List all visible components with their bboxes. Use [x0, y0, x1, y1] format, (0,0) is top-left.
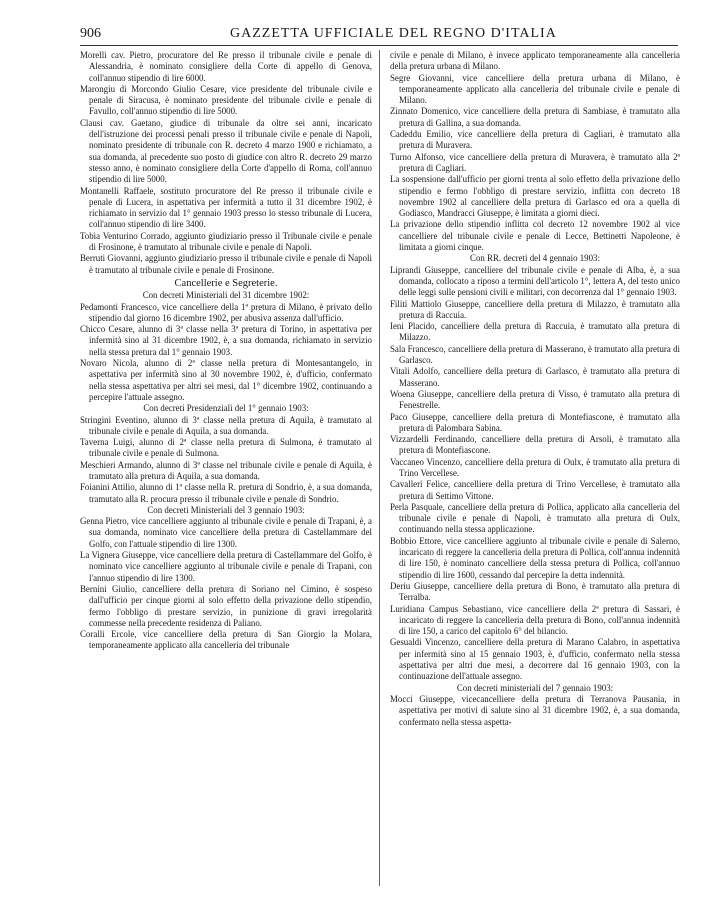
header-rule: [80, 45, 678, 46]
decree-entry: Foianini Attilio, alunno di 1ª classe nella R. pretura di Sondrio, è, a sua domanda, tramutato alla R. procura presso il tribunale civile e penale di Sondrio.: [80, 482, 372, 504]
decree-heading: Con decreti Ministeriali del 31 dicembre 1902:: [142, 290, 310, 301]
decree-heading: Con decreti Ministeriali del 3 gennaio 1903:: [147, 504, 305, 515]
decree-heading: Con RR. decreti del 4 gennaio 1903:: [470, 253, 600, 264]
column-divider: [379, 50, 380, 886]
decree-entry: Pedamonti Francesco, vice cancelliere della 1ª pretura di Milano, è privato dello stipendio dal giorno 16 dicembre 1902, per abusiva assenza dall'ufficio.: [80, 301, 372, 323]
decree-heading: Con decreti ministeriali del 7 gennaio 1903:: [456, 682, 614, 693]
continued-paragraph: civile e penale di Milano, è invece applicato temporaneamente alla cancelleria della pretura urbana di Milano.: [390, 50, 680, 72]
left-column: [80, 50, 372, 652]
right-column: [390, 50, 680, 728]
decree-entry: Gesualdi Vincenzo, cancelliere della pretura di Marano Calabro, in aspettativa per infermità sino al 15 gennaio 1903, è, d'ufficio, confermato nella stessa aspettativa per altri due mesi, a decorrere dal 16 gennaio 1903, con la continuazione dell'attuale assegno.: [390, 637, 680, 682]
decree-entry: Zinnato Domenico, vice cancelliere della pretura di Sambiase, è tramutato alla pretura di Gallina, a sua domanda.: [390, 106, 680, 128]
decree-entry: Marongiu di Morcondo Giulio Cesare, vice presidente del tribunale civile e penale di Siracusa, è nominato presidente del tribunale civile e penale di Favullo, coll'annuo stipendio di lire 5000.: [80, 83, 372, 117]
decree-entry: Ieni Placido, cancelliere della pretura di Raccuia, è tramutato alla pretura di Milazzo.: [390, 321, 680, 343]
decree-entry: Meschieri Armando, alunno di 3ª classe nel tribunale civile e penale di Aquila, è tramutato alla pretura di Aquila, a sua domanda.: [80, 459, 372, 481]
page-header: [80, 26, 680, 44]
gazette-title: GAZZETTA UFFICIALE DEL REGNO D'ITALIA: [230, 26, 557, 41]
decree-entry: Paco Giuseppe, cancelliere della pretura di Montefiascone, è tramutato alla pretura di Palombara Sabina.: [390, 411, 680, 433]
decree-entry: Liprandi Giuseppe, cancelliere del tribunale civile e penale di Alba, è, a sua domanda, collocato a riposo a termini dell'articolo 1°, lettera A, del testo unico delle leggi sulle pensioni civili e militari, con decorrenza dal 1° gennaio 1903.: [390, 264, 680, 298]
decree-entry: Novaro Nicola, alunno di 2ª classe nella pretura di Montesantangelo, in aspettativa per infermità sino al 30 novembre 1902, è, d'ufficio, confermato nella stessa aspettativa per altri sei mesi, dal 1° dicembre 1902, continuando a percepire l'attuale assegno.: [80, 358, 372, 402]
decree-entry: Coralli Ercole, vice cancelliere della pretura di San Giorgio la Molara, temporaneamente applicato alla cancelleria del tribunale: [80, 629, 372, 651]
decree-entry: Woena Giuseppe, cancelliere della pretura di Visso, è tramutato alla pretura di Fenestrelle.: [390, 388, 680, 411]
decree-entry: Chicco Cesare, alunno di 3ª classe nella 3ª pretura di Torino, in aspettativa per infermità sino al 31 dicembre 1902, è, a sua domanda, richiamato in servizio nella stessa pretura dal 1° gennaio 1903.: [80, 324, 372, 357]
decree-entry: Genna Pietro, vice cancelliere aggiunto al tribunale civile e penale di Trapani, è, a sua domanda, nominato vice cancelliere della pretura di Castellammare del Golfo, con l'attuale stipendio di lire 1300.: [80, 516, 372, 549]
decree-entry: Taverna Luigi, alunno di 2ª classe nella pretura di Sulmona, è tramutato al tribunale civile e penale di Sulmona.: [80, 437, 372, 459]
decree-entry: Bernini Giulio, cancelliere della pretura di Soriano nel Cimino, è sospeso dall'ufficio per cinque giorni al solo effetto della privazione dello stipendio, fermo l'obbligo di prestare servizio, in punizione di gravi irregolarità commesse nella precedente residenza di Paliano.: [80, 583, 372, 628]
decree-entry: Segre Giovanni, vice cancelliere della pretura urbana di Milano, è temporaneamente applicato alla cancelleria del tribunale civile e penale di Milano.: [390, 72, 680, 106]
decree-entry: Berruti Giovanni, aggiunto giudiziario presso il tribunale civile e penale di Napoli è tramutato al tribunale civile e penale di Frosinone.: [80, 253, 372, 275]
decree-entry: Cadeddu Emilio, vice cancelliere della pretura di Cagliari, è tramutato alla pretura di Muravera.: [390, 129, 680, 151]
decree-entry: Vizzardelli Ferdinando, cancelliere della pretura di Arsoli, è tramutato alla pretura di Montefiascone.: [390, 434, 680, 456]
decree-entry: Turno Alfonso, vice cancelliere della pretura di Muravera, è tramutato alla 2ª pretura di Cagliari.: [390, 151, 680, 173]
page-number: 906: [80, 26, 101, 41]
decree-entry: Morelli cav. Pietro, procuratore del Re presso il tribunale civile e penale di Alessandria, è nominato consigliere della Corte di appello di Genova, coll'annuo stipendio di lire 6000.: [80, 50, 372, 83]
decree-entry: Luridiana Campus Sebastiano, vice cancelliere della 2ª pretura di Sassari, è incaricato di reggere la cancelleria della pretura di Bono, coll'annua indennità di lire 150, a carico del capitolo 6° del bilancio.: [390, 603, 680, 637]
decree-entry: Vitali Adolfo, cancelliere della pretura di Garlasco, è tramutato alla pretura di Masserano.: [390, 366, 680, 388]
decree-entry: Clausi cav. Gaetano, giudice di tribunale da oltre sei anni, incaricato dell'istruzione dei processi penali presso il tribunale civile e penale di Napoli, nominato presidente di tribunale con R. decreto 4 marzo 1900 e richiamato, a sua domanda, al precedente suo posto di giudice con altro R. decreto 29 marzo stesso anno, è nominato consigliere della Corte d'appello di Roma, coll'annuo stipendio di lire 5000.: [80, 117, 372, 185]
decree-entry: Montanelli Raffaele, sostituto procuratore del Re presso il tribunale civile e penale di Lucera, in aspettativa per infermità a tutto il 31 dicembre 1902, è richiamato in servizio dal 1° gennaio 1903 presso lo stesso tribunale di Lucera, coll'annuo stipendio di lire 3400.: [80, 185, 372, 230]
decree-entry: Cavalleri Felice, cancelliere della pretura di Trino Vercellese, è tramutato alla pretura di Settimo Vittone.: [390, 479, 680, 501]
decree-entry: Perla Pasquale, cancelliere della pretura di Pollica, applicato alla cancelleria del tribunale civile e penale di Napoli, è tramutato alla pretura di Oulx, continuando nella stessa applicazione.: [390, 501, 680, 535]
decree-heading: Con decreti Presidenziali del 1° gennaio 1903:: [143, 403, 309, 414]
decree-entry: Sala Francesco, cancelliere della pretura di Masserano, è tramutato alla pretura di Garlasco.: [390, 343, 680, 366]
decree-entry: Stringini Eventino, alunno di 3ª classe nella pretura di Aquila, è tramutato al tribunale civile e penale di Aquila, a sua domanda.: [80, 414, 372, 436]
section-heading: Cancellerie e Segreterie.: [174, 277, 278, 289]
decree-entry: Filiti Mattiolo Giuseppe, cancelliere della pretura di Milazzo, è tramutato alla pretura di Raccuia.: [390, 298, 680, 320]
decree-entry: Tobia Venturino Corrado, aggiunto giudiziario presso il Tribunale civile e penale di Frosinone, è tramutato al tribunale civile e penale di Napoli.: [80, 230, 372, 253]
decree-entry: Deriu Giuseppe, cancelliere della pretura di Bono, è tramutato alla pretura di Terralba.: [390, 580, 680, 603]
decree-entry: La sospensione dall'ufficio per giorni trenta al solo effetto della privazione dello stipendio e fermo l'obbligo di prestare servizio, inflitta con decreto 18 novembre 1902 al cancelliere della pretura di Garlasco ed ora a quella di Godiasco, Mandracci Giuseppe, è limitata a giorni dieci.: [390, 174, 680, 219]
decree-entry: Vaccaneo Vincenzo, cancelliere della pretura di Oulx, è tramutato alla pretura di Trino Vercellese.: [390, 456, 680, 478]
decree-entry: La Vignera Giuseppe, vice cancelliere della pretura di Castellammare del Golfo, è nominato vice cancelliere aggiunto al tribunale civile e penale di Trapani, con l'annuo stipendio di lire 1300.: [80, 550, 372, 583]
decree-entry: Mocci Giuseppe, vicecancelliere della pretura di Terranova Pausania, in aspettativa per motivi di salute sino al 31 dicembre 1902, è, a sua domanda, confermato nella stessa aspetta-: [390, 693, 680, 727]
decree-entry: La privazione dello stipendio inflitta col decreto 12 novembre 1902 al vice cancelliere del tribunale civile e penale di Lecce, Bettinetti Napoleone, è limitata a giorni cinque.: [390, 219, 680, 253]
decree-entry: Bobbio Ettore, vice cancelliere aggiunto al tribunale civile e penale di Salerno, incaricato di reggere la cancelleria della pretura di Pollica, coll'annua indennità di lire 150, è nominato cancelliere della stessa pretura di Pollica, coll'annuo stipendio di lire 1600, cessando dal percepire la detta indennità.: [390, 535, 680, 580]
